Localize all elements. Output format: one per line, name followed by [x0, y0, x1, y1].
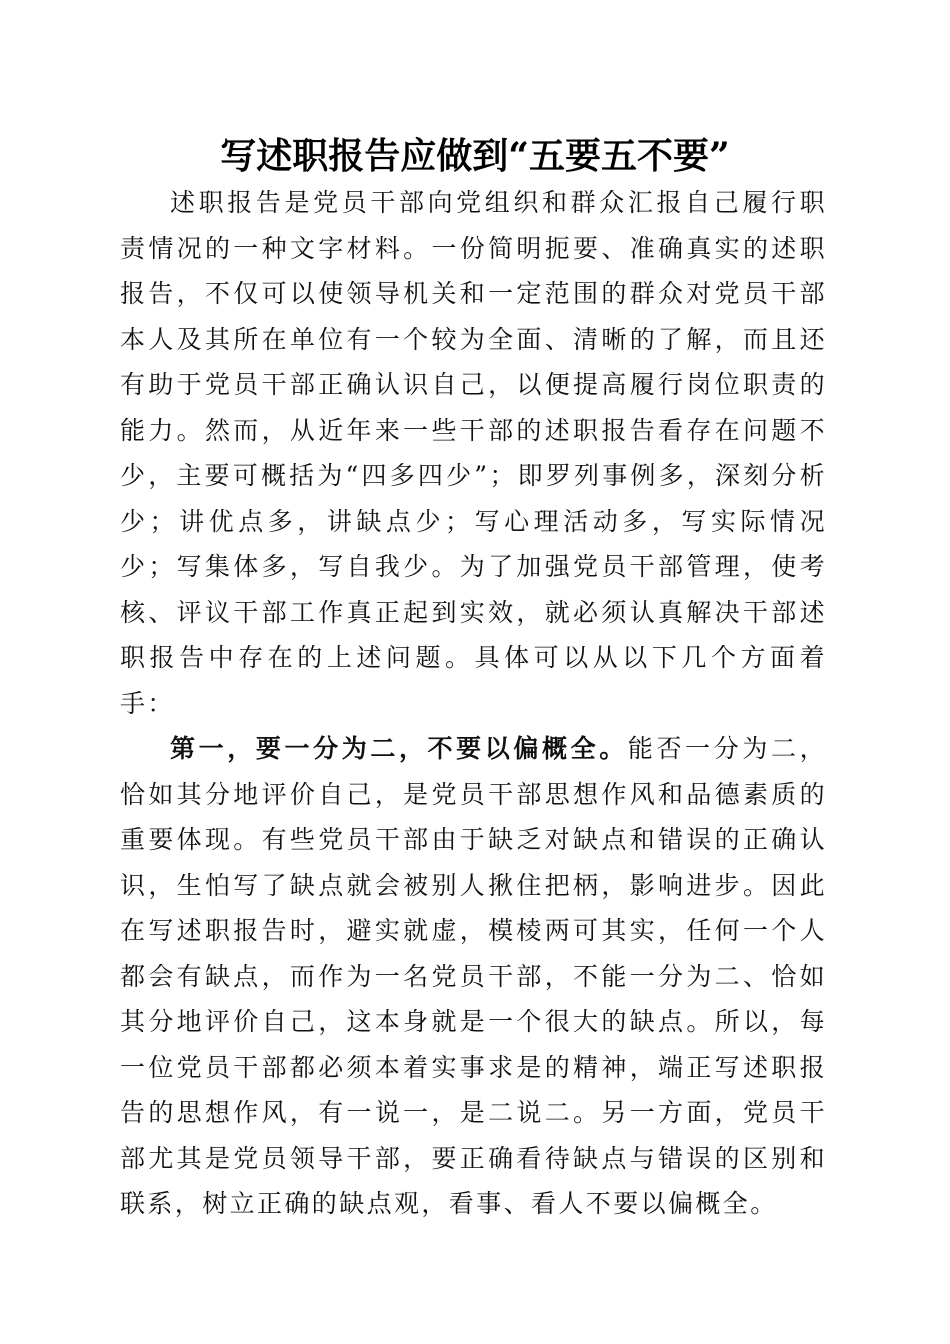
paragraph-intro: 述职报告是党员干部向党组织和群众汇报自己履行职责情况的一种文字材料。一份简明扼要、准确真实的述职报告，不仅可以使领导机关和一定范围的群众对党员干部本人及其所在单位有一个较为全面、清晰的了解，而且还有助于党员干部正确认识自己，以便提高履行岗位职责的能力。然而，从近年来一些干部的述职报告看存在问题不少，主要可概括为“四多四少”；即罗列事例多，深刻分析少；讲优点多，讲缺点少；写心理活动多，写实际情况少；写集体多，写自我少。为了加强党员干部管理，使考核、评议干部工作真正起到实效，就必须认真解决干部述职报告中存在的上述问题。具体可以从以下几个方面着手： [120, 188, 827, 718]
document-body [120, 180, 827, 1227]
point-one-heading: 第一，要一分为二，不要以偏概全。 [170, 734, 628, 763]
paragraph-point-one [120, 726, 827, 1227]
document-title: 写述职报告应做到“五要五不要” [220, 135, 730, 177]
point-one-body: 能否一分为二，恰如其分地评价自己，是党员干部思想作风和品德素质的重要体现。有些党员干部由于缺乏对缺点和错误的正确认识，生怕写了缺点就会被别人揪住把柄，影响进步。因此在写述职报告时，避实就虚，模棱两可其实，任何一个人都会有缺点，而作为一名党员干部，不能一分为二、恰如其分地评价自己，这本身就是一个很大的缺点。所以，每一位党员干部都必须本着实事求是的精神，端正写述职报告的思想作风，有一说一，是二说二。另一方面，党员干部尤其是党员领导干部，要正确看待缺点与错误的区别和联系，树立正确的缺点观，看事、看人不要以偏概全。 [120, 734, 827, 1218]
